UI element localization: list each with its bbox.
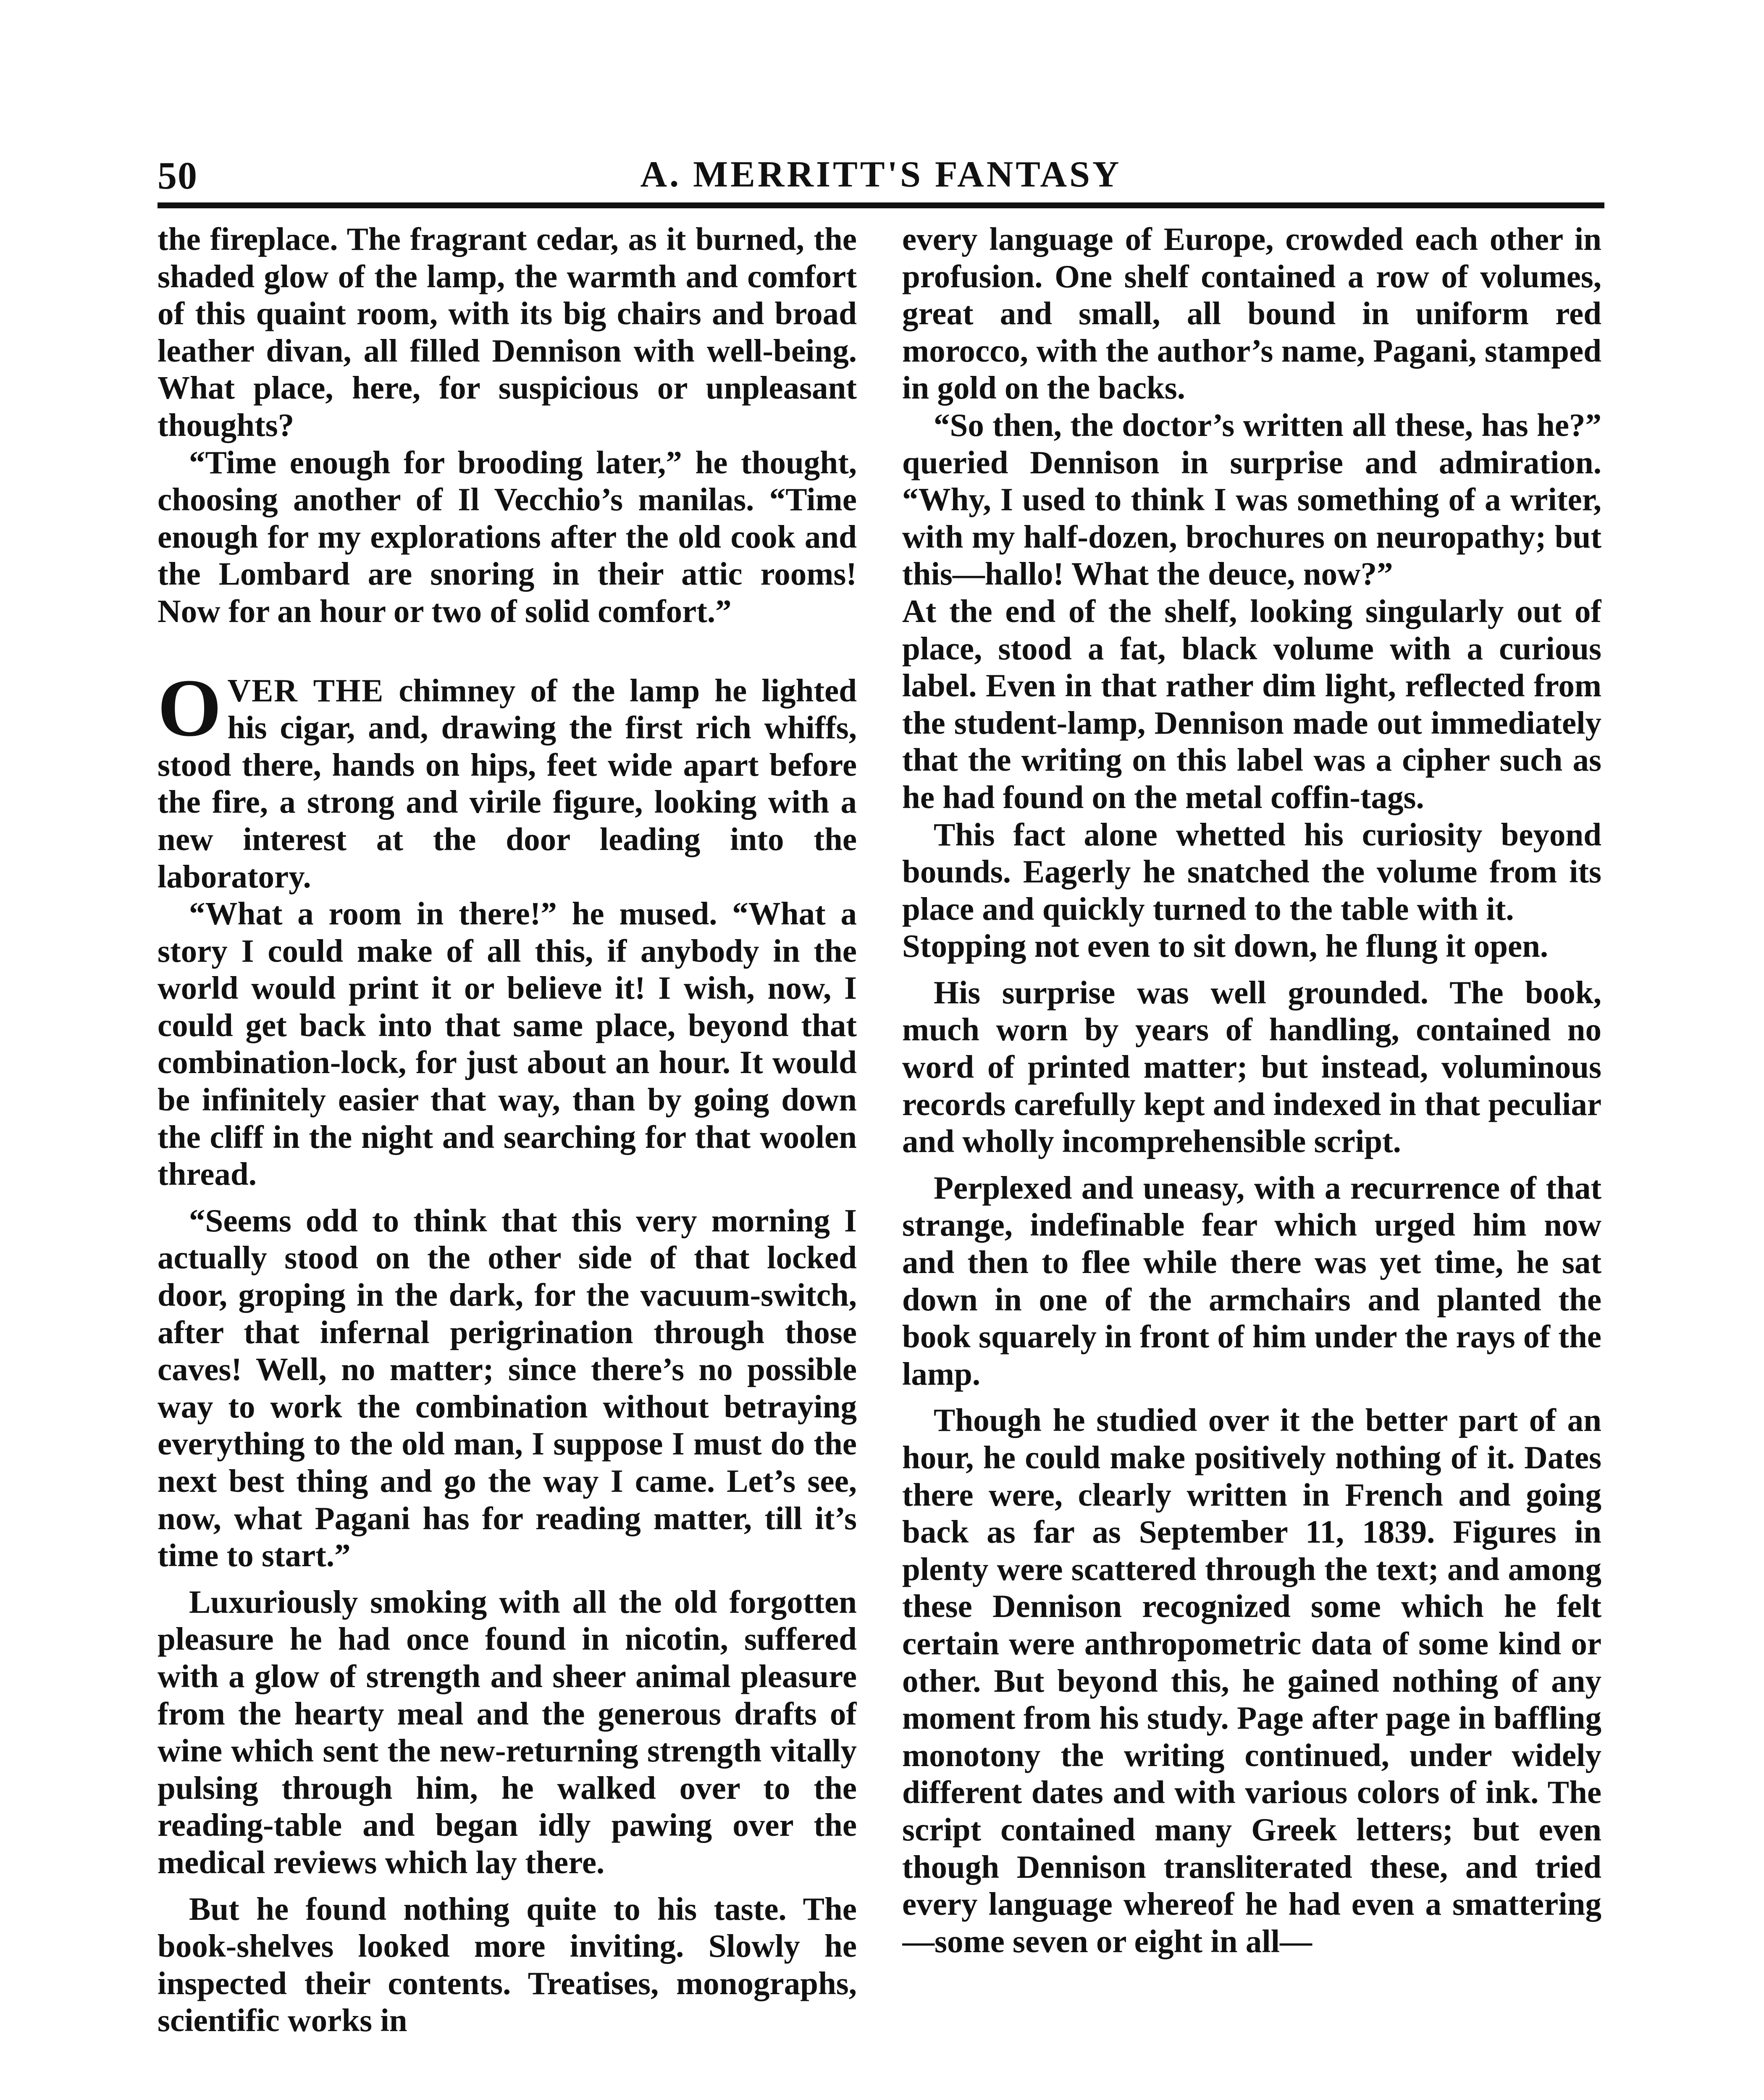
paragraph: every language of Europe, crowded each other in profusion. One shelf contained a row of volumes, great and small, all bound in uniform red morocco, with the author’s name, Pagani, stamped in gold on the backs.: [902, 221, 1601, 406]
paragraph: Though he studied over it the better part of an hour, he could make positively nothing of it. Dates there were, clearly written in French and going back as far as September 11, 1839. Figures in plenty were scattered through the text; and among these Dennison recognized some which he felt certain were anthropometric data of some kind or other. But beyond this, he gained nothing of any moment from his study. Page after page in baffling monotony the writing continued, under widely different dates and with various colors of ink. The script contained many Greek letters; but even though Dennison transliterated these, and tried every language whereof he had even a smattering—some seven or eight in all—: [902, 1402, 1601, 1959]
right-column: [902, 220, 1601, 2100]
paragraph-text: chimney of the lamp he lighted his cigar, and, drawing the first rich whiffs, stood there, hands on hips, feet wide apart before the fire, a strong and virile figure, looking with a new interest at the door leading into the laboratory.: [158, 672, 857, 895]
running-title: A. MERRITT'S FANTASY: [640, 154, 1122, 195]
paragraph: the fireplace. The fragrant cedar, as it burned, the shaded glow of the lamp, the warmth and comfort of this quaint room, with its big chairs and broad leather divan, all filled Dennison with well-being. What place, here, for suspicious or unpleasant thoughts?: [158, 221, 857, 443]
page-number: 50: [158, 154, 198, 197]
paragraph: “So then, the doctor’s written all these, has he?” queried Dennison in surprise and admiration. “Why, I used to think I was something of a writer, with my half-dozen, brochures on neuropathy; but this—hallo! What the deuce, now?”: [902, 407, 1601, 592]
paragraph: “What a room in there!” he mused. “What a story I could make of all this, if anybody in the world would print it or believe it! I wish, now, I could get back into that same place, beyond that combination-lock, for just about an hour. It would be infinitely easier that way, than by going down the cliff in the night and searching for that woolen thread.: [158, 895, 857, 1192]
paragraph: “Seems odd to think that this very morning I actually stood on the other side of that locked door, groping in the dark, for the vacuum-switch, after that infernal perigrination through those caves! Well, no matter; since there’s no possible way to work the combination without betraying everything to the old man, I suppose I must do the next best thing and go the way I came. Let’s see, now, what Pagani has for reading matter, till it’s time to start.”: [158, 1202, 857, 1574]
page-header: [158, 153, 1604, 200]
paragraph: At the end of the shelf, looking singularly out of place, stood a fat, black volume with a curious label. Even in that rather dim light, reflected from the student-lamp, Dennison made out immediately that the writing on this label was a cipher such as he had found on the metal coffin-tags.: [902, 593, 1601, 815]
paragraph: This fact alone whetted his curiosity beyond bounds. Eagerly he snatched the volume from its place and quickly turned to the table with it.: [902, 816, 1601, 927]
paragraph: “Time enough for brooding later,” he thought, choosing another of Il Vecchio’s manilas. “Time enough for my explorations after the old cook and the Lombard are snoring in their attic rooms! Now for an hour or two of solid comfort.”: [158, 444, 857, 629]
drop-cap: O: [158, 662, 222, 753]
paragraph: His surprise was well grounded. The book, much worn by years of handling, contained no word of printed matter; but instead, voluminous records carefully kept and indexed in that peculiar and wholly incomprehensible script.: [902, 974, 1601, 1160]
left-column: [158, 220, 857, 2100]
header-rule: [158, 202, 1604, 208]
paragraph: But he found nothing quite to his taste. The book-shelves looked more inviting. Slowly he inspected their contents. Treatises, monographs, scientific works in: [158, 1890, 857, 2039]
small-caps-lead: VER THE: [227, 672, 384, 709]
paragraph: Perplexed and uneasy, with a recurrence of that strange, indefinable fear which urged him now and then to flee while there was yet time, he sat down in one of the armchairs and planted the book squarely in front of him under the rays of the lamp.: [902, 1169, 1601, 1392]
paragraph: Luxuriously smoking with all the old forgotten pleasure he had once found in nicotin, suffered with a glow of strength and sheer animal pleasure from the hearty meal and the generous drafts of wine which sent the new-returning strength vitally pulsing through him, he walked over to the reading-table and began idly pawing over the medical reviews which lay there.: [158, 1583, 857, 1880]
paragraph: Stopping not even to sit down, he flung it open.: [902, 928, 1549, 964]
section-opening-paragraph: [158, 662, 857, 895]
